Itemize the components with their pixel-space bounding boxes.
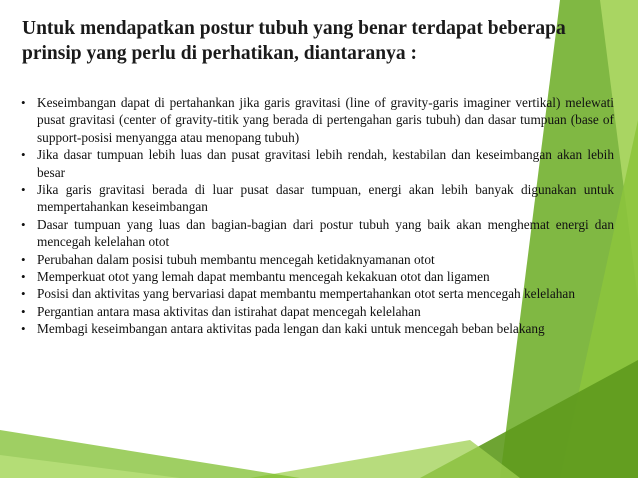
bullet-marker: • xyxy=(21,251,26,267)
bullet-item xyxy=(20,251,614,268)
bullet-marker: • xyxy=(21,303,26,319)
bullet-item xyxy=(20,285,614,302)
bullet-item xyxy=(20,181,614,216)
bullet-marker: • xyxy=(21,321,26,337)
bullet-item xyxy=(20,320,614,337)
bullet-text: Jika dasar tumpuan lebih luas dan pusat gravitasi lebih rendah, kestabilan dan keseimbangan akan lebih besar xyxy=(37,147,614,180)
bullet-marker: • xyxy=(21,95,26,110)
bullet-item xyxy=(20,268,614,285)
bullet-text: Perubahan dalam posisi tubuh membantu mencegah ketidaknyamanan otot xyxy=(37,251,435,267)
bullet-marker: • xyxy=(21,269,26,285)
bullet-text: Pergantian antara masa aktivitas dan istirahat dapat mencegah kelelahan xyxy=(37,303,421,319)
bullet-text: Keseimbangan dapat di pertahankan jika garis gravitasi (line of gravity-garis imaginer vertikal) melewati pusat gravitasi (center of gravity-titik yang berada di pertengahan garis tubuh) dan dasar tumpuan (base of support-posisi menyangga atau menopang tubuh) xyxy=(37,95,614,145)
bullet-text: Dasar tumpuan yang luas dan bagian-bagian dari postur tubuh yang baik akan menghemat energi dan mencegah kelelahan otot xyxy=(37,216,614,250)
bullet-item xyxy=(20,216,614,251)
bullet-text: Memperkuat otot yang lemah dapat membantu mencegah kekakuan otot dan ligamen xyxy=(37,269,490,285)
bullet-list xyxy=(20,94,614,338)
bullet-marker: • xyxy=(21,147,26,163)
bullet-marker: • xyxy=(21,182,26,198)
slide-title: Untuk mendapatkan postur tubuh yang benar terdapat beberapa prinsip yang perlu di perhatikan, diantaranya : xyxy=(22,18,566,64)
facet-bottom-center xyxy=(250,440,520,478)
bullet-text: Posisi dan aktivitas yang bervariasi dapat membantu mempertahankan otot serta mencegah kelelahan xyxy=(37,286,575,302)
bullet-text: Jika garis gravitasi berada di luar pusat dasar tumpuan, energi akan lebih banyak digunakan untuk mempertahankan keseimbangan xyxy=(37,182,614,215)
bullet-marker: • xyxy=(21,216,26,232)
bullet-text: Membagi keseimbangan antara aktivitas pada lengan dan kaki untuk mencegah beban belakang xyxy=(37,321,545,337)
bullet-item xyxy=(20,303,614,320)
bullet-marker: • xyxy=(21,286,26,302)
bullet-item xyxy=(20,146,614,181)
bullet-item xyxy=(20,94,614,146)
